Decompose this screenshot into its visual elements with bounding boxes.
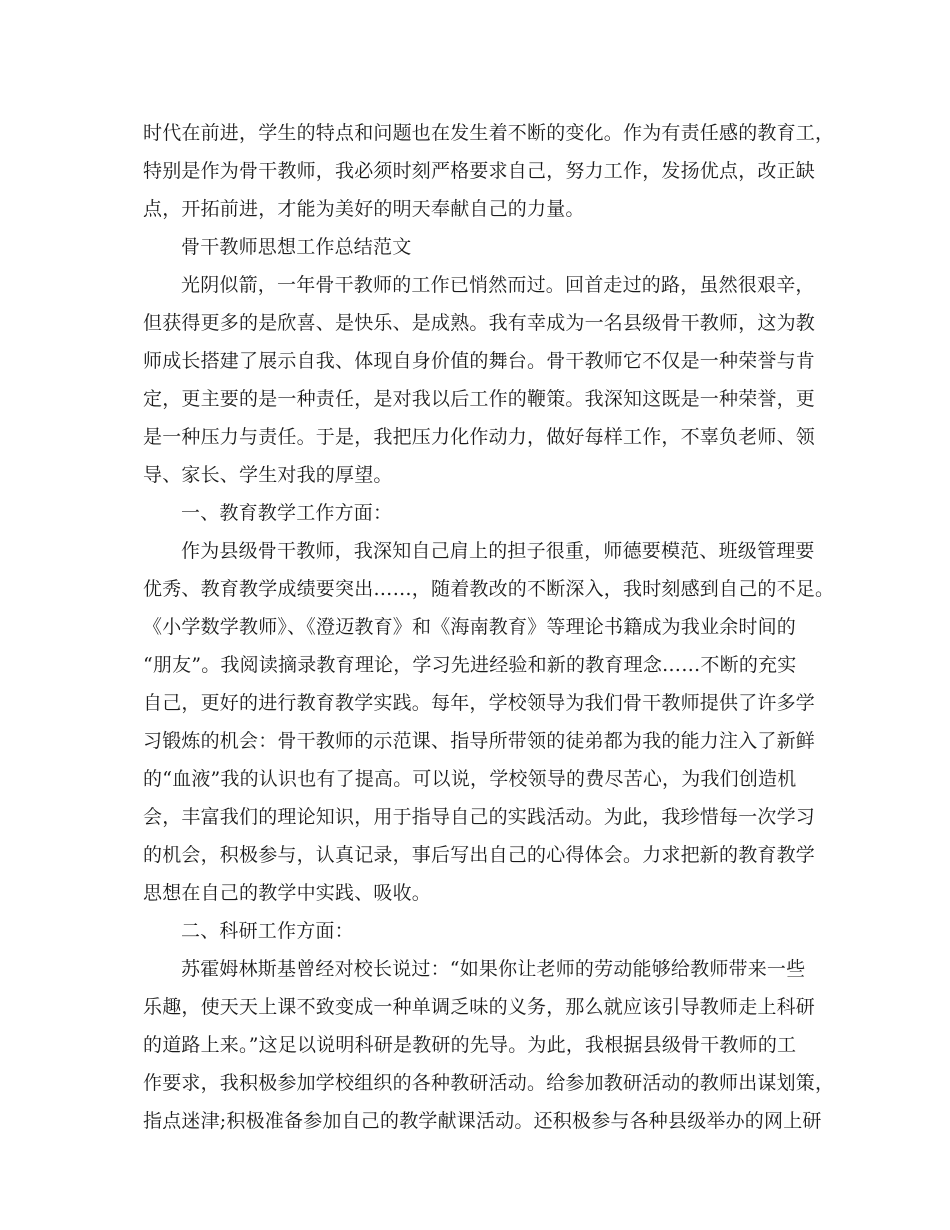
- paragraph-line: 作要求，我积极参加学校组织的各种教研活动。给参加教研活动的教师出谋划策，: [143, 1072, 835, 1094]
- paragraph-line: 时代在前进，学生的特点和问题也在发生着不断的变化。作为有责任感的教育工，: [143, 122, 835, 144]
- paragraph-line: 《小学数学教师》、《澄迈教育》和《海南教育》等理论书籍成为我业余时间的: [143, 616, 797, 638]
- paragraph-line: 会，丰富我们的理论知识，用于指导自己的实践活动。为此，我珍惜每一次学习: [143, 806, 816, 828]
- paragraph-line: 思想在自己的教学中实践、吸收。: [143, 882, 432, 904]
- paragraph-line: 光阴似箭，一年骨干教师的工作已悄然而过。回首走过的路，虽然很艰辛，: [181, 274, 815, 296]
- paragraph-line: 的“血液”我的认识也有了提高。可以说，学校领导的费尽苦心，为我们创造机: [143, 768, 797, 790]
- section-heading: 二、科研工作方面：: [181, 920, 354, 942]
- paragraph-line: “朋友”。我阅读摘录教育理论，学习先进经验和新的教育理念……不断的充实: [143, 654, 797, 676]
- paragraph-line: 指点迷津;积极准备参加自己的教学献课活动。还积极参与各种县级举办的网上研: [143, 1110, 822, 1132]
- paragraph-line: 作为县级骨干教师，我深知自己肩上的担子很重，师德要模范、班级管理要: [181, 540, 815, 562]
- paragraph-line: 是一种压力与责任。于是，我把压力化作动力，做好每样工作，不辜负老师、领: [143, 426, 816, 448]
- paragraph-line: 苏霍姆林斯基曾经对校长说过：“如果你让老师的劳动能够给教师带来一些: [181, 958, 806, 980]
- paragraph-line: 的机会，积极参与，认真记录，事后写出自己的心得体会。力求把新的教育教学: [143, 844, 816, 866]
- paragraph-line: 的道路上来。”这足以说明科研是教研的先导。为此，我根据县级骨干教师的工: [143, 1034, 797, 1056]
- paragraph-line: 但获得更多的是欣喜、是快乐、是成熟。我有幸成为一名县级骨干教师，这为教: [143, 312, 816, 334]
- article-title: 骨干教师思想工作总结范文: [181, 236, 412, 258]
- paragraph-line: 点，开拓前进，才能为美好的明天奉献自己的力量。: [143, 198, 585, 220]
- paragraph-line: 定，更主要的是一种责任，是对我以后工作的鞭策。我深知这既是一种荣誉，更: [143, 388, 816, 410]
- paragraph-line: 导、家长、学生对我的厚望。: [143, 464, 393, 486]
- document-body: [143, 114, 835, 1140]
- paragraph-line: 师成长搭建了展示自我、体现自身价值的舞台。骨干教师它不仅是一种荣誉与肯: [143, 350, 816, 372]
- paragraph-line: 特别是作为骨干教师，我必须时刻严格要求自己，努力工作，发扬优点，改正缺: [143, 160, 816, 182]
- paragraph-line: 优秀、教育教学成绩要突出……，随着教改的不断深入，我时刻感到自己的不足。: [143, 578, 835, 600]
- paragraph-line: 习锻炼的机会：骨干教师的示范课、指导所带领的徒弟都为我的能力注入了新鲜: [143, 730, 816, 752]
- section-heading: 一、教育教学工作方面：: [181, 502, 393, 524]
- paragraph-line: 乐趣，使天天上课不致变成一种单调乏味的义务，那么就应该引导教师走上科研: [143, 996, 816, 1018]
- paragraph-line: 自己，更好的进行教育教学实践。每年，学校领导为我们骨干教师提供了许多学: [143, 692, 816, 714]
